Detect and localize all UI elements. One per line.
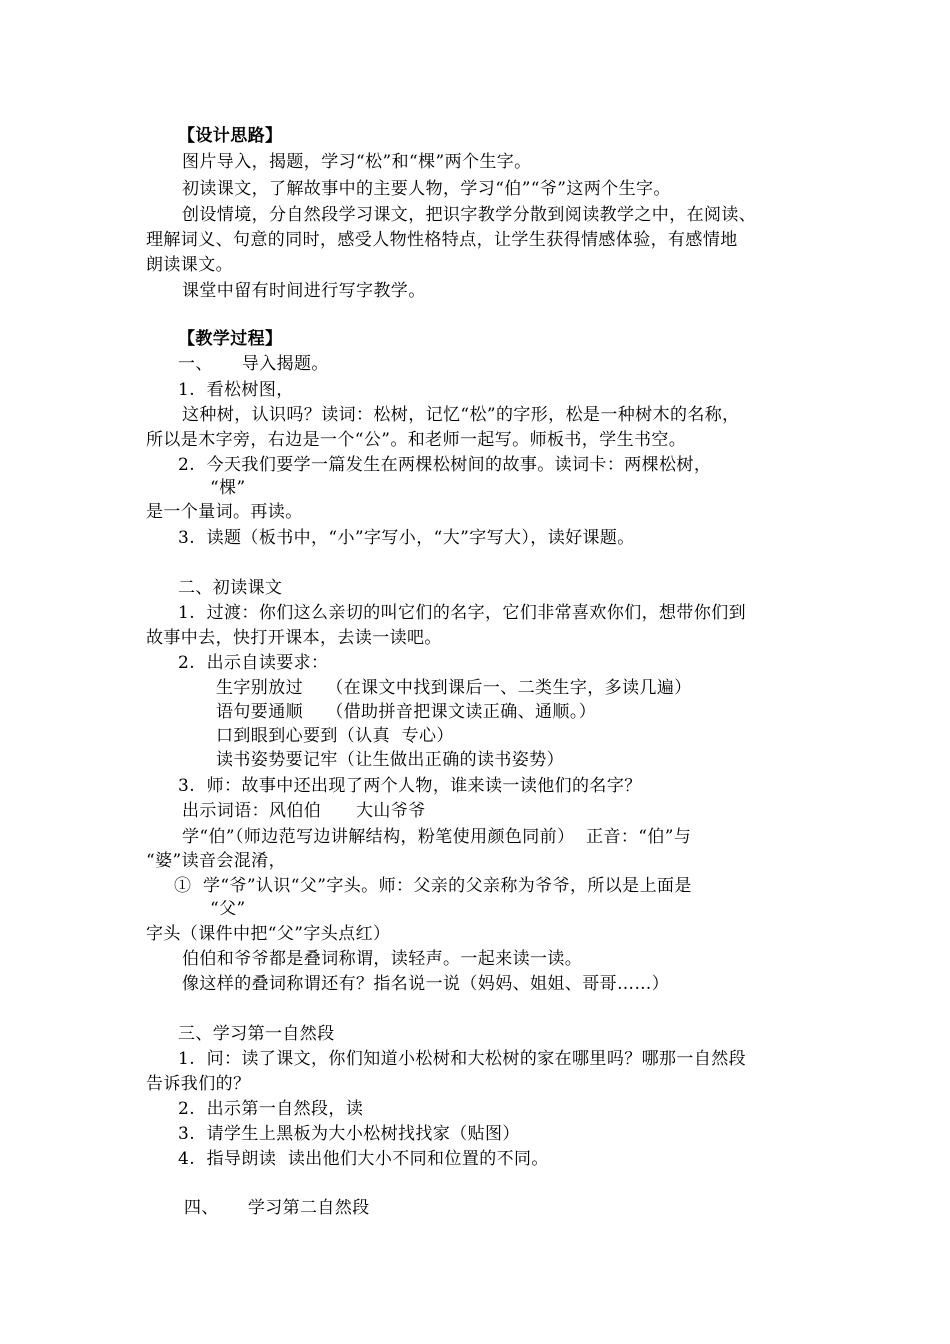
paragraph-line: 3. 读题（板书中，“小”字写小，“大”字写大），读好课题。 bbox=[178, 528, 635, 548]
list-item: 读书姿势要记牢（让生做出正确的读书姿势） bbox=[216, 750, 564, 770]
paragraph-line: 创设情境，分自然段学习课文，把识字教学分散到阅读教学之中，在阅读、 bbox=[182, 205, 757, 225]
process-heading: 【教学过程】 bbox=[178, 329, 283, 349]
paragraph-line: 初读课文，了解故事中的主要人物，学习“伯”“爷”这两个生字。 bbox=[182, 179, 671, 199]
paragraph-line: “父” bbox=[210, 899, 246, 919]
paragraph-line: 故事中去，快打开课本，去读一读吧。 bbox=[146, 628, 442, 648]
paragraph-line: 3. 请学生上黑板为大小松树找找家（贴图） bbox=[178, 1124, 520, 1144]
paragraph-line: 是一个量词。再读。 bbox=[146, 502, 303, 522]
paragraph-line: 朗读课文。 bbox=[146, 255, 233, 275]
paragraph-line: 字头（课件中把“父”字头点红） bbox=[146, 924, 391, 944]
list-item: 生字别放过 （在课文中找到课后一、二类生字，多读几遍） bbox=[216, 678, 692, 698]
section-heading: 三、学习第一自然段 bbox=[178, 1024, 335, 1044]
paragraph-line: 课堂中留有时间进行写字教学。 bbox=[182, 281, 426, 301]
paragraph-line: 这种树，认识吗？读词：松树，记忆“松”的字形，松是一种树木的名称， bbox=[182, 405, 740, 425]
section-heading: 一、 导入揭题。 bbox=[178, 354, 329, 374]
paragraph-line: “棵” bbox=[210, 478, 246, 498]
paragraph-line: 2. 出示第一自然段，读 bbox=[178, 1099, 364, 1119]
paragraph-line: 出示词语：风伯伯 大山爷爷 bbox=[182, 801, 426, 821]
paragraph-line: 2. 出示自读要求： bbox=[178, 653, 329, 673]
paragraph-line: 告诉我们的？ bbox=[146, 1074, 251, 1094]
paragraph-line: 所以是木字旁，右边是一个“公”。和老师一起写。师板书，学生书空。 bbox=[146, 430, 687, 450]
paragraph-line: 2. 今天我们要学一篇发生在两棵松树间的故事。读词卡：两棵松树， bbox=[178, 455, 712, 475]
paragraph-line: 1. 过渡：你们这么亲切的叫它们的名字，它们非常喜欢你们，想带你们到 bbox=[178, 603, 747, 623]
design-heading: 【设计思路】 bbox=[178, 126, 283, 146]
paragraph-line: ① 学“爷”认识“父”字头。师：父亲的父亲称为爷爷，所以是上面是 bbox=[174, 876, 692, 896]
paragraph-line: 4. 指导朗读 读出他们大小不同和位置的不同。 bbox=[178, 1149, 549, 1169]
paragraph-line: 理解词义、句意的同时，感受人物性格特点，让学生获得情感体验，有感情地 bbox=[146, 230, 738, 250]
paragraph-line: 图片导入，揭题，学习“松”和“棵”两个生字。 bbox=[182, 152, 532, 172]
paragraph-line: 像这样的叠词称谓还有？指名说一说（妈妈、姐姐、哥哥……） bbox=[182, 974, 670, 994]
list-item: 语句要通顺 （借助拼音把课文读正确、通顺。） bbox=[216, 702, 597, 722]
paragraph-line: 学“伯”（师边范写边讲解结构，粉笔使用颜色同前） 正音：“伯”与 bbox=[182, 827, 692, 847]
list-item: 口到眼到心要到（认真 专心） bbox=[216, 726, 454, 746]
paragraph-line: 1. 问：读了课文，你们知道小松树和大松树的家在哪里吗？哪那一自然段 bbox=[178, 1049, 747, 1069]
paragraph-line: “婆”读音会混淆， bbox=[146, 851, 286, 871]
paragraph-line: 3. 师：故事中还出现了两个人物，谁来读一读他们的名字？ bbox=[178, 776, 642, 796]
paragraph-line: 1. 看松树图， bbox=[178, 380, 294, 400]
paragraph-line: 伯伯和爷爷都是叠词称谓，读轻声。一起来读一读。 bbox=[182, 949, 583, 969]
section-heading: 四、 学习第二自然段 bbox=[184, 1198, 370, 1218]
section-heading: 二、初读课文 bbox=[178, 578, 283, 598]
